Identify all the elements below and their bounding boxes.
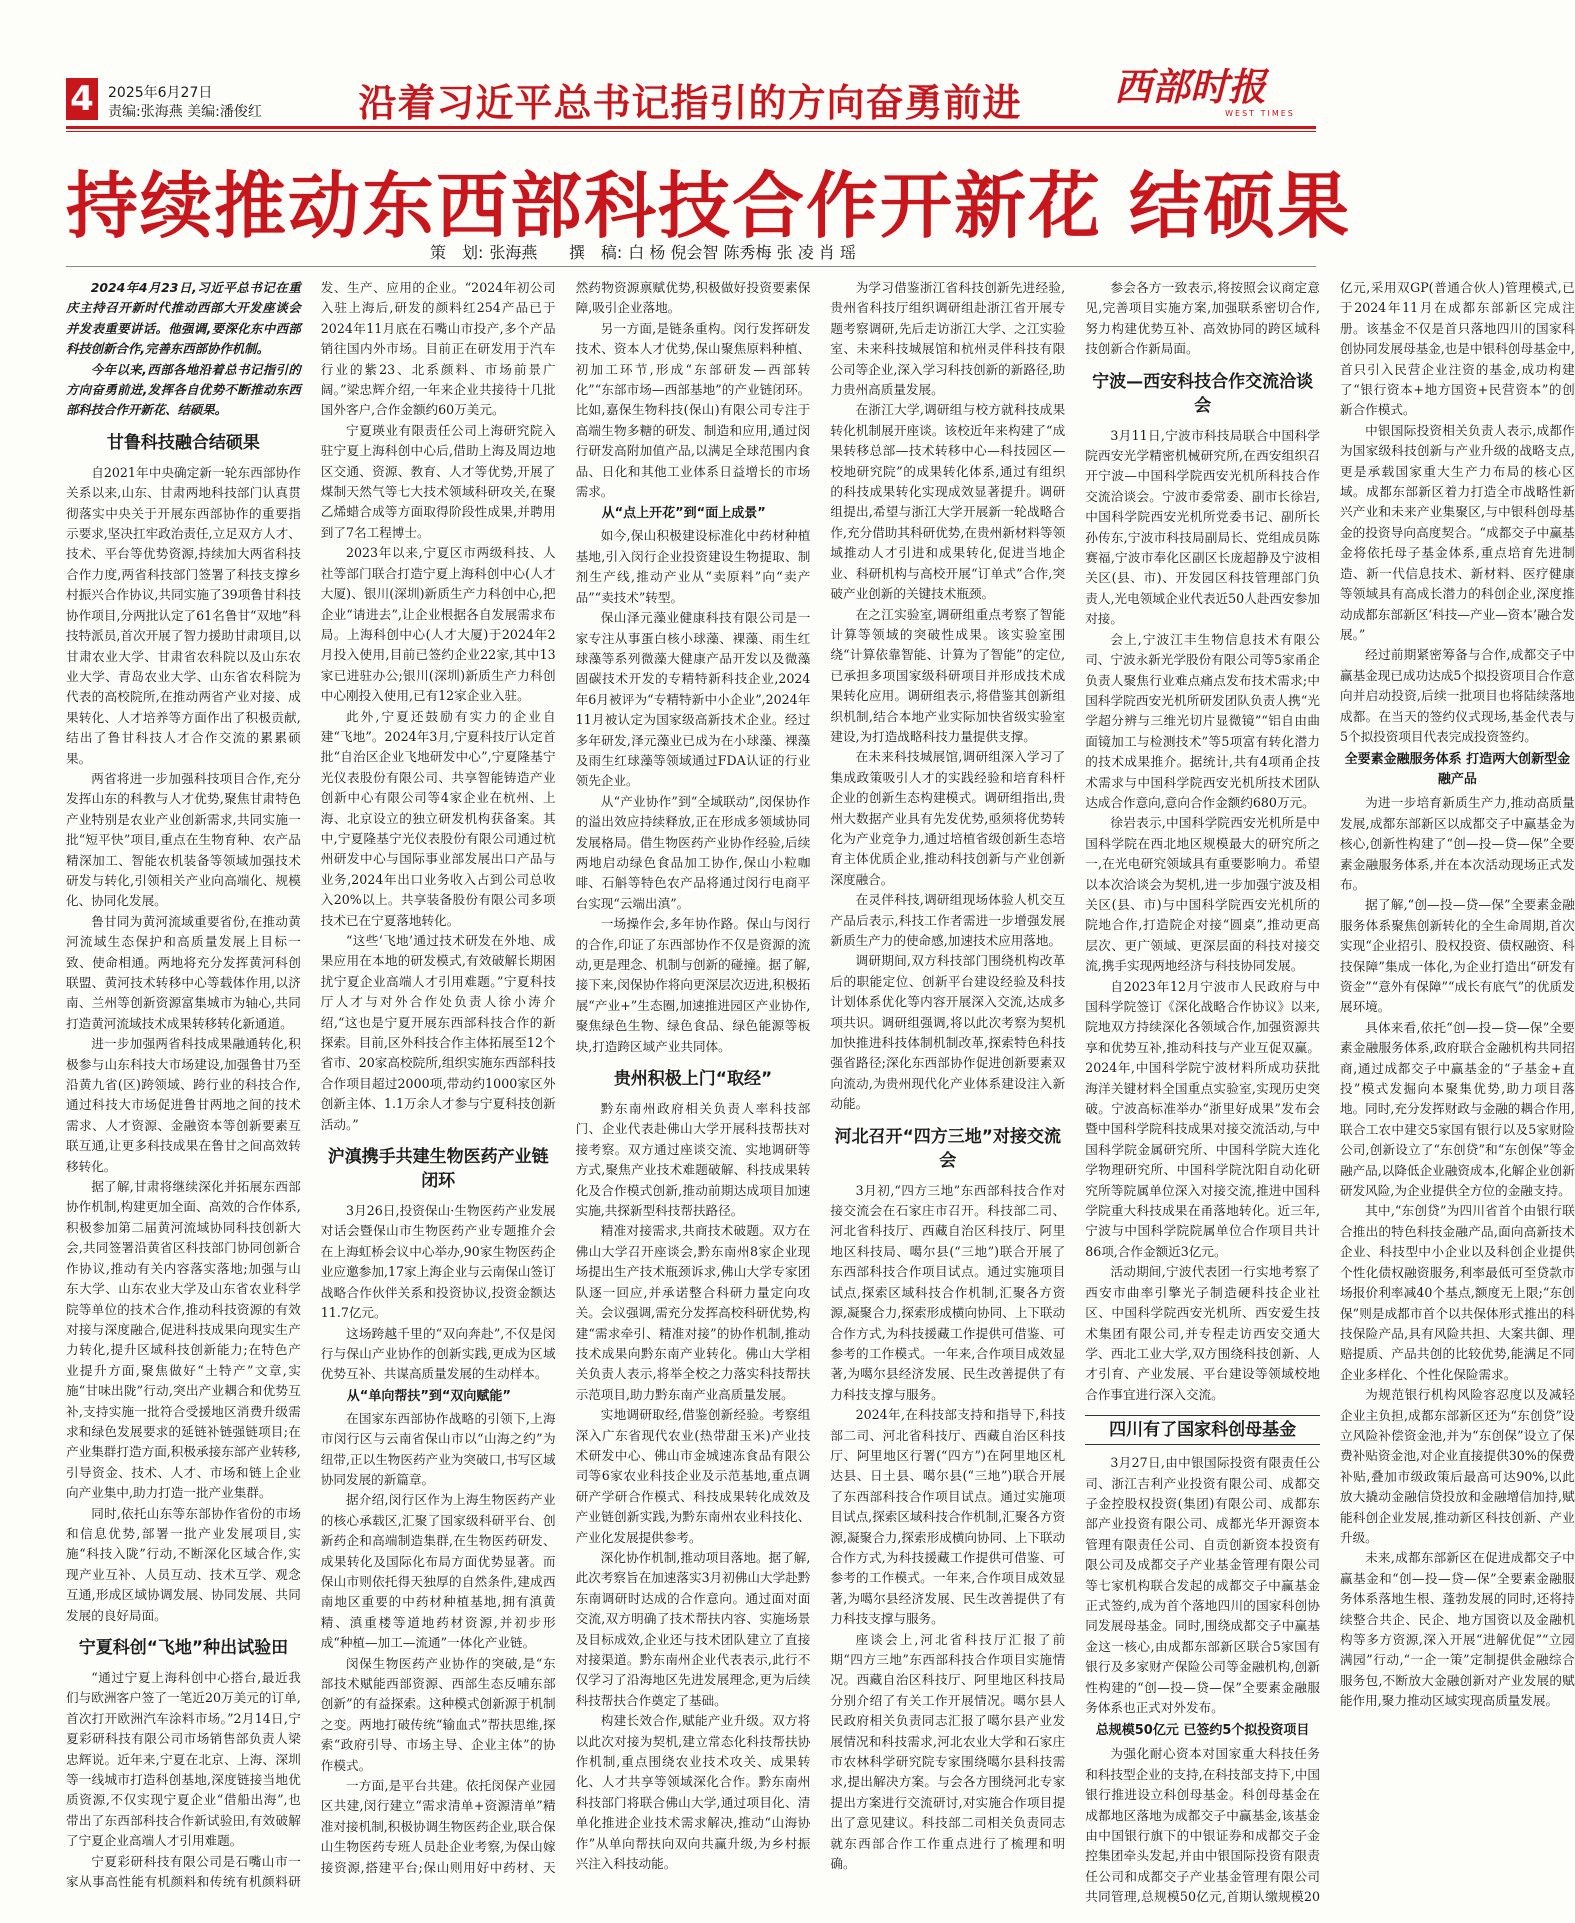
section-title: 宁波—西安科技合作交流洽谈会 [1092, 371, 1314, 416]
byline-plan-label: 策 划: [430, 243, 484, 262]
paragraph: 在浙江大学,调研组与校方就科技成果转化机制展开座谈。该校近年来构建了“成果转移总部—技术转移中心—科技园区—校地研究院”的成果转化体系,通过有组织的科技成果转化实现成效显著提升。调研组提出,希望与浙江大学开展新一轮战略合作,充分借助其科研优势,在贵州新材料等领域推动人才引进和成果转化,促进当地企业、科研机构与高校开展“订单式”合作,突破产业创新的关键技术瓶颈。 [830, 402, 1066, 602]
paragraph: 据了解,甘肃将继续深化并拓展东西部协作机制,构建更加全面、高效的合作体系,积极参加第二届黄河流域协同科技创新大会,共同签署沿黄省区科技部门协同创新合作协议,推动有关内容落实落地;加强与山东大学、山东农业大学及山东省农业科学院等单位的技术合作,推动科技资源的有效对接与深度融合,促进科技成果向现实生产力转化,提升区域科技创新能力;在特色产业提升方面,聚焦做好“土特产”文章,实施“甘味出陇”行动,突出产业耦合和优势互补,支持实施一批符合受援地区消费升级需求和绿色发展要求的延链补链强链项目;在产业集群打造方面,积极承接东部产业转移,引导资金、技术、人才、市场和链上企业向产业集中,助力打造一批产业集群。 [66, 1179, 301, 1501]
main-headline: 持续推动东西部科技合作开新花 结硕果 [66, 164, 1352, 248]
issue-date: 2025年6月27日 [108, 85, 213, 101]
paragraph: 2023年以来,宁夏区市两级科技、人社等部门联合打造宁夏上海科创中心(人才大厦)、银川(深圳)新质生产力科创中心,把企业“请进去”,让企业根据各自发展需求布局。上海科创中心(人才大厦)于2024年2月投入使用,目前已签约企业22家,其中13家已进驻办公;银川(深圳)新质生产力科创中心刚投入使用,已有12家企业入驻。 [320, 545, 556, 704]
header-rule [66, 126, 1316, 129]
paragraph: 鲁甘同为黄河流域重要省份,在推动黄河流域生态保护和高质量发展上目标一致、使命相通。两地将充分发挥黄河科创联盟、黄河技术转移中心等载体作用,以济南、兰州等创新资源富集城市为轴心,共同打造黄河流域技术成果转移转化新通道。 [66, 913, 301, 1031]
paragraph: 精准对接需求,共商技术破题。双方在佛山大学召开座谈会,黔东南州8家企业现场提出生产技术瓶颈诉求,佛山大学专家团队逐一回应,并承诺整合科研力量定向攻关。会议强调,需充分发挥高校科研优势,构建“需求牵引、精准对接”的协作机制,推动技术成果向黔东南产业转化。佛山大学相关负责人表示,将举全校之力落实科技帮扶示范项目,助力黔东南产业高质量发展。 [575, 1223, 811, 1402]
subheading: 从“单向帮扶”到“双向赋能” [346, 1388, 511, 1404]
paragraph: 3月初,“四方三地”东西部科技合作对接交流会在石家庄市召开。科技部二司、河北省科技厅、西藏自治区科技厅、阿里地区科技局、噶尔县(“三地”)联合开展了东西部科技合作项目试点。通过实施项目试点,探索区域科技合作机制,汇聚各方资源,凝聚合力,探索形成横向协同、上下联动合作方式,为科技援藏工作提供可借鉴、可参考的工作模式。一年来,合作项目成效显著,为噶尔县经济发展、民生改善提供了有力科技支撑与服务。 [830, 1182, 1066, 1402]
paragraph: 在国家东西部协作战略的引领下,上海市闵行区与云南省保山市以“山海之约”为纽带,正以生物医药产业为突破口,书写区域协同发展的新篇章。 [320, 1410, 556, 1487]
paragraph: 在之江实验室,调研组重点考察了智能计算等领域的突破性成果。该实验室围绕“计算依靠智能、计算为了智能”的定位,已承担多项国家级科研项目并形成技术成果转化应用。调研组表示,将借鉴其创新组织机制,结合本地产业实际加快省级实验室建设,为打造战略科技力量提供支撑。 [830, 606, 1066, 744]
logo-subtitle: WEST TIMES [1225, 109, 1295, 118]
paragraph: 3月11日,宁波市科技局联合中国科学院西安光学精密机械研究所,在西安组织召开宁波—中国科学院西安光机所科技合作交流洽谈会。宁波市委常委、副市长徐岩,中国科学院西安光机所党委书记、副所长孙传东,宁波市科技局副局长、党组成员陈赛福,宁波市奉化区副区长庞超静及宁波相关区(县、市)、开发园区科技管理部门负责人,光电领域企业代表近50人赴西安参加对接。 [1085, 427, 1320, 627]
byline-write-names: 白 杨 倪会智 陈秀梅 张 凌 肖 瑶 [628, 243, 856, 262]
paragraph: 这场跨越千里的“双向奔赴”,不仅是闵行与保山产业协作的创新实践,更成为区域优势互补、共谋高质量发展的生动样本。 [320, 1325, 556, 1382]
paragraph: 实地调研取经,借鉴创新经验。考察组深入广东省现代农业(热带甜玉米)产业技术研发中心、佛山市金城速冻食品有限公司等6家农业科技企业及示范基地,重点调研产学研合作模式、科技成果转化成效及产业链创新实践,为黔东南州农业科技化、产业化发展提供参考。 [575, 1407, 811, 1545]
paragraph: 未来,成都东部新区在促进成都交子中赢基金和“创—投—贷—保”全要素金融服务体系落地生根、蓬勃发展的同时,还将持续整合共企、民企、地方国资以及金融机构等多方资源,深入开展“进解优促”“立园满园”行动,“一企一策”定制提供金融综合服务包,不断放大金融创新对产业发展的赋能作用,聚力推动区域实现高质量发展。 [1339, 1550, 1575, 1709]
paragraph: 为强化耐心资本对国家重大科技任务和科技型企业的支持,在科技部支持下,中国银行推进设立科创母基金。科创母基金在成都地区落地为成都交子中赢基金,该基金由中国银行旗下的中银证券和成都交子金控集团牵头发起,并由中银国际投资有限责任公司和成都交子产业基金管理有限公司共同管理,总规模50亿元,首期认缴规模20亿元,采用双GP(普通合伙人)管理模式,已于2024年11月在成都东部新区完成注册。该基金不仅是首只落地四川的国家科创协同发展母基金,也是中银科创母基金中,首只引入民营企业注资的基金,成功构建了“银行资本+地方国资+民营资本”的创新合作模式。 [1085, 280, 1575, 1905]
paragraph: 其中,“东创贷”为四川省首个由银行联合推出的特色科技金融产品,面向高新技术企业、科技型中小企业以及科创企业提供个性化债权融资服务,利率最低可至贷款市场报价利率减40个基点,额度无上限;“东创保”则是成都市首个以共保体形式推出的科技保险产品,具有风险共担、大案共御、理赔提质、产品共创的比较优势,能满足不同企业多样化、个性化保险需求。 [1339, 1203, 1575, 1382]
paragraph: 据了解,“创—投—贷—保”全要素金融服务体系聚焦创新转化的全生命周期,首次实现“企业招引、股权投资、债权融资、科技保障”集成一体化,为企业打造出“研发有资金”“意外有保障”“成长有底气”的优质发展环境。 [1339, 897, 1575, 1015]
byline-write-label: 撰 稿: [568, 243, 623, 262]
paragraph: 具体来看,依托“创—投—贷—保”全要素金融服务体系,政府联合金融机构共同招商,通过成都交子中赢基金的“子基金+直投”模式发掘向本聚集优势,助力项目落地。同时,充分发挥财政与金融的耦合作用,联合工农中建交5家国有银行以及5家财险公司,创新设立了“东创贷”和“东创保”等金融产品,以降低企业融资成本,化解企业创新研发风险,为企业提供全方位的金融支持。 [1339, 1019, 1575, 1199]
byline-rule [66, 266, 1316, 267]
paragraph: 3月26日,投资保山·生物医药产业发展对话会暨保山市生物医药产业专题推介会在上海虹桥会议中心举办,90家生物医药企业应邀参加,17家上海企业与云南保山签订战略合作伙伴关系和投资协议,投资金额达11.7亿元。 [320, 1203, 556, 1321]
paragraph: 徐岩表示,中国科学院西安光机所是中国科学院在西北地区规模最大的研究所之一,在光电研究领域具有重要影响力。希望以本次洽谈会为契机,进一步加强宁波及相关区(县、市)与中国科学院西安光机所的院地合作,打造院企对接“圆桌”,推动更高层次、更广领域、更深层面的科技对接交流,携手实现两地经济与科技协同发展。 [1085, 815, 1320, 974]
paragraph: 此外,宁夏还鼓励有实力的企业自建“飞地”。2024年3月,宁夏科技厅认定首批“自治区企业飞地研发中心”,宁夏隆基宁光仪表股份有限公司、共享智能铸造产业创新中心有限公司等4家企业在杭州、上海、北京设立的独立研发机构获备案。其中,宁夏隆基宁光仪表股份有限公司通过杭州研发中心与国际事业部发展出口产品与业务,2024年出口业务收入占到公司总收入20%以上。共享装备股份有限公司多项技术已在宁夏落地转化。 [320, 708, 556, 928]
logo-title: 西部时报 [1113, 64, 1267, 109]
byline [430, 240, 1310, 263]
paragraph: 从“产业协作”到“全域联动”,闵保协作的溢出效应持续释放,正在形成多领域协同发展格局。借生物医药产业协作经验,后续两地启动绿色食品加工协作,保山小粒咖啡、石斛等特色农产品将通过闵行电商平台实现“云端出滇”。 [575, 793, 811, 911]
paragraph: 黔东南州政府相关负责人率科技部门、企业代表赴佛山大学开展科技帮扶对接考察。双方通过座谈交流、实地调研等方式,聚焦产业技术难题破解、科技成果转化及合作模式创新,推动前期达成项目加速实施,共探新型科技帮扶路径。 [575, 1101, 811, 1219]
paragraph: “这些‘飞地’通过技术研发在外地、成果应用在本地的研发模式,有效破解长期困扰宁夏企业高端人才引用难题。”宁夏科技厅人才与对外合作处负责人徐小涛介绍,“这也是宁夏开展东西部科技合作的新探索。目前,区外科技合作主体拓展至12个省市、20家高校院所,组织实施东西部科技合作项目超过2000项,带动约1000家区外创新主体、1.1万余人才参与宁夏科技创新活动。” [320, 933, 556, 1132]
paragraph: 两省将进一步加强科技项目合作,充分发挥山东的科教与人才优势,聚焦甘肃特色产业特别是农业产业创新需求,共同实施一批“短平快”项目,重点在生物育种、农产品精深加工、智能农机装备等领域加强技术研发与转化,引领相关产业向高端化、规模化、协同化发展。 [66, 770, 301, 909]
paragraph: 3月27日,由中银国际投资有限责任公司、浙江吉利产业投资有限公司、成都交子金控股权投资(集团)有限公司、成都东部产业投资有限公司、成都光华开源资本管理有限责任公司、自贡创新资本投资有限公司及成都交子产业基金管理有限公司等七家机构联合发起的成都交子中赢基金正式签约,成为首个落地四川的国家科创协同发展母基金。同时,围绕成都交子中赢基金这一核心,由成都东部新区联合5家国有银行及多家财产保险公司等金融机构,创新性构建的“创—投—贷—保”全要素金融服务体系也正式对外发布。 [1085, 1455, 1320, 1715]
paragraph: 进一步加强两省科技成果融通转化,积极参与山东科技大市场建设,加强鲁甘乃至沿黄九省(区)跨领域、跨行业的科技合作,通过科技大市场促进鲁甘两地之间的技术需求、人才资源、金融资本等创新要素互联互通,让更多科技成果在鲁甘之间高效转移转化。 [66, 1036, 301, 1174]
paragraph: “通过宁夏上海科创中心搭台,最近我们与欧洲客户签了一笔近20万美元的订单,首次打开欧洲汽车涂料市场。”2月14日,宁夏彩研科技有限公司市场销售部负责人梁忠辉说。近年来,宁夏在北京、上海、深圳等一线城市打造科创基地,深度链接当地优质资源,不仅实现宁夏企业“借船出海”,也带出了东西部科技合作新试验田,有效破解了宁夏企业高端人才引用难题。 [66, 1670, 301, 1849]
paragraph: 闵保生物医药产业协作的突破,是“东部技术赋能西部资源、西部生态反哺东部创新”的有益探索。这种模式创新源于机制之变。两地打破传统“输血式”帮扶思维,探索“政府引导、市场主导、企业主体”的协作模式。 [320, 1655, 556, 1773]
paragraph: 为学习借鉴浙江省科技创新先进经验,贵州省科技厅组织调研组赴浙江省开展专题考察调研,先后走访浙江大学、之江实验室、未来科技城展馆和杭州灵伴科技有限公司等企业,深入学习科技创新的新路径,助力贵州高质量发展。 [830, 280, 1066, 398]
section-title: 河北召开“四方三地”对接交流会 [834, 1126, 1061, 1171]
paragraph: 会上,宁波江丰生物信息技术有限公司、宁波永新光学股份有限公司等5家甬企负责人聚焦行业难点痛点发布技术需求;中国科学院西安光机所研发团队负责人携“光学超分辨与三维光切片显微镜”“铝自由曲面镜加工与检测技术”等5项富有转化潜力的技术成果推介。据统计,共有4项甬企技术需求与中国科学院西安光机所技术团队达成合作意向,意向合作金额约680万元。 [1085, 631, 1320, 810]
section-title: 甘鲁科技融合结硕果 [106, 432, 260, 453]
section-title: 宁夏科创“飞地”种出试验田 [78, 1638, 289, 1658]
section-title: 沪滇携手共建生物医药产业链闭环 [327, 1147, 549, 1192]
paragraph: 经过前期紧密筹备与合作,成都交子中赢基金现已成功达成5个拟投资项目合作意向并启动投资,后续一批项目也将陆续落地成都。在当天的签约仪式现场,基金代表与5个拟投资项目代表完成投资签约。 [1339, 647, 1575, 744]
lead-paragraph: 今年以来,西部各地沿着总书记指引的方向奋勇前进,发挥各自优势不断推动东西部科技合作开新花、结硕果。 [66, 361, 301, 418]
section-title: 四川有了国家科创母基金 [1085, 1415, 1320, 1445]
subheading: 从“点上开花”到“面上成景” [601, 506, 766, 522]
paragraph: 宁夏彩研科技有限公司是石嘴山市一家从事高性能有机颜料和传统有机颜料研发、生产、应用的企业。“2024年初公司入驻上海后,研发的颜料红254产品已于2024年11月底在石嘴山市投产,多个产品销往国内外市场。目前正在研发用于汽车行业的紫23、北系颜料、市场前景广阔。”梁忠辉介绍,一年来企业共接待十几批国外客户,合作金额约60万美元。 [66, 280, 556, 1890]
newspaper-logo [1060, 62, 1320, 120]
paragraph: 活动期间,宁波代表团一行实地考察了西安市曲率引擎光子制造硬科技企业社区、中国科学院西安光机所、西安爱生技术集团有限公司,并专程走访西安交通大学、西北工业大学,双方围绕科技创新、人才引育、产业发展、平台建设等领域校地合作事宜进行深入交流。 [1085, 1264, 1320, 1402]
paragraph: 2024年,在科技部支持和指导下,科技部二司、河北省科技厅、西藏自治区科技厅、阿里地区行署(“四方”)在阿里地区札达县、日土县、噶尔县(“三地”)联合开展了东西部科技合作项目试点。通过实施项目试点,探索区域科技合作机制,汇聚各方资源,凝聚合力,探索形成横向协同、上下联动合作方式,为科技援藏工作提供可借鉴、可参考的工作模式。一年来,合作项目成效显著,为噶尔县经济发展、民生改善提供了有力科技支撑与服务。 [830, 1407, 1066, 1627]
editors-line: 责编:张海燕 美编:潘俊红 [108, 104, 262, 120]
paragraph: 中银国际投资相关负责人表示,成都作为国家级科技创新与产业升级的战略支点,更是承载国家重大生产力布局的核心区域。成都东部新区着力打造全市战略性新兴产业和未来产业集聚区,与中银科创母基金的投资导向高度契合。“成都交子中赢基金将依托母子基金体系,重点培育先进制造、新一代信息技术、新材料、医疗健康等领域具有高成长潜力的科创企业,深度推动成都东部新区‘科技—产业—资本’融合发展。” [1339, 422, 1575, 642]
paragraph: 一场操作会,多年协作路。保山与闵行的合作,印证了东西部协作不仅是资源的流动,更是理念、机制与创新的碰撞。据了解,接下来,闵保协作将向更深层次迈进,积极拓展“产业+”生态圈,加速推进园区产业协作,聚焦绿色生物、绿色食品、绿色能源等板块,打造跨区域产业共同体。 [575, 916, 811, 1054]
paragraph: 构建长效合作,赋能产业升级。双方将以此次对接为契机,建立常态化科技帮扶协作机制,重点围绕农业技术攻关、成果转化、人才共享等领域深化合作。黔东南州科技部门将联合佛山大学,通过项目化、清单化推进企业技术需求解决,推动“山海协作”从单向帮扶向双向共赢升级,为乡村振兴注入科技动能。 [575, 1713, 811, 1872]
paragraph: 同时,依托山东等东部协作省份的市场和信息优势,部署一批产业发展项目,实施“科技入陇”行动,不断深化区域合作,实现产业互补、人员互动、技术互学、观念互通,形成区域协调发展、协同发展、共同发展的良好局面。 [66, 1505, 301, 1623]
subheading: 总规模50亿元 已签约5个拟投资项目 [1095, 1723, 1310, 1739]
paragraph: 在未来科技城展馆,调研组深入学习了集成政策吸引人才的实践经验和培育科杆企业的创新生态构建模式。调研组指出,贵州大数据产业具有先发优势,亟须将优势转化为产业竞争力,通过培植省级创新生态培育主体优质企业,推动科技创新与产业创新深度融合。 [830, 749, 1066, 887]
paragraph: 在灵伴科技,调研组现场体验人机交互产品后表示,科技工作者需进一步增强发展新质生产力的使命感,加速技术应用落地。 [830, 892, 1066, 948]
paragraph: 保山泽元藻业健康科技有限公司是一家专注从事蛋白核小球藻、裸藻、雨生红球藻等系列微藻大健康产品开发以及微藻固碳技术开发的专精特新科技企业,2024年6月被评为“专精特新中小企业”,2024年11月被认定为国家级高新技术企业。经过多年研发,泽元藻业已成为在小球藻、裸藻及雨生红球藻等领域通过FDA认证的行业领先企业。 [575, 610, 811, 789]
byline-plan-name: 张海燕 [489, 243, 538, 262]
lead-paragraph: 2024年4月23日,习近平总书记在重庆主持召开新时代推动西部大开发座谈会并发表重要讲话。他强调,要深化东中西部科技创新合作,完善东西部协作机制。 [66, 280, 301, 357]
paragraph: 座谈会上,河北省科技厅汇报了前期“四方三地”东西部科技合作项目实施情况。西藏自治区科技厅、阿里地区科技局分别介绍了有关工作开展情况。噶尔县人民政府相关负责同志汇报了噶尔县产业发展情况和科技需求,河北农业大学和石家庄市农林科学研究院专家围绕噶尔县科技需求,提出解决方案。与会各方围绕河北专家提出方案进行交流研讨,对实施合作项目提出了意见建议。科技部二司相关负责同志就东西部合作工作重点进行了梳理和明确。 [830, 1631, 1066, 1872]
paragraph: 深化协作机制,推动项目落地。据了解,此次考察旨在加速落实3月初佛山大学赴黔东南调研时达成的合作意向。通过面对面交流,双方明确了技术帮扶内容、实施场景及目标成效,企业还与技术团队建立了直接对接渠道。黔东南州企业代表表示,此行不仅学习了沿海地区先进发展理念,更为后续科技帮扶合作奠定了基础。 [575, 1549, 811, 1708]
paragraph: 自2021年中央确定新一轮东西部协作关系以来,山东、甘肃两地科技部门认真贯彻落实中央关于开展东西部协作的重要指示要求,坚决扛牢政治责任,立足双方人才、技术、平台等优势资源,持续加大两省科技合作力度,两省科技部门签署了科技支撑乡村振兴合作协议,共同实施了39项鲁甘科技协作项目,分两批认定了61名鲁甘“双地”科技特派员,首次开展了智力援助甘肃项目,以甘肃农业大学、甘肃省农科院以及山东农业大学、青岛农业大学、山东省农科院为代表的高校院所,在推动两省产业对接、成果转化、人才培养等方面作出了积极贡献,结出了鲁甘科技人才合作交流的累累硕果。 [66, 464, 301, 766]
paragraph: 自2023年12月宁波市人民政府与中国科学院签订《深化战略合作协议》以来,院地双方持续深化各领域合作,加强资源共享和优势互补,推动科技与产业互促双赢。2024年,中国科学院宁波材料所成功获批海洋关键材料全国重点实验室,实现历史突破。宁波高标准举办“浙里好成果”发布会暨中国科学院科技成果对接交流活动,与中国科学院金属研究所、中国科学院大连化学物理研究所、中国科学院沈阳自动化研究所等院属单位深入对接交流,推进中国科学院重大科技成果在甬落地转化。近三年,宁波与中国科学院院属单位合作项目共计86项,合作金额近3亿元。 [1085, 978, 1320, 1259]
paragraph: 为规范银行机构风险容忍度以及减轻企业主负担,成都东部新区还为“东创贷”设立风险补偿资金池,并为“东创保”设立了保费补贴资金池,对企业直接提供30%的保费补贴,叠加市级政策后最高可达90%,以此放大撬动金融信贷投放和金融增信加持,赋能科创企业发展,推动新区科技创新、产业升级。 [1339, 1387, 1575, 1545]
page-number: 4 [66, 78, 98, 120]
paragraph: 如今,保山积极建设标准化中药材种植基地,引入闵行企业投资建设生物提取、制剂生产线,推动产业从“卖原料”向“卖产品”“卖技术”转型。 [575, 528, 811, 605]
paragraph: 据介绍,闵行区作为上海生物医药产业的核心承载区,汇聚了国家级科研平台、创新药企和高端制造集群,在生物医药研发、成果转化及国际化布局方面优势显著。而保山市则依托得天独厚的自然条件,建成西南地区重要的中药材种植基地,拥有滇黄精、滇重楼等道地药材资源,并初步形成“种植—加工—流通”一体化产业链。 [320, 1492, 556, 1651]
paragraph: 宁夏瑛业有限责任公司上海研究院入驻宁夏上海科创中心后,借助上海及周边地区交通、资源、教育、人才等优势,开展了煤制天然气等七大技术领域科研攻关,在聚乙烯蜡合成等方面取得阶段性成果,并聘用到了7名工程博士。 [320, 422, 556, 540]
paragraph: 调研期间,双方科技部门围绕机构改革后的职能定位、创新平台建设经验及科技计划体系优化等内容开展深入交流,达成多项共识。调研组强调,将以此次考察为契机加快推进科技体制机制改革,探索特色科技强省路径;深化东西部协作促进创新要素双向流动,为贵州现代化产业体系建设注入新动能。 [830, 953, 1066, 1112]
paragraph: 为进一步培育新质生产力,推动高质量发展,成都东部新区以成都交子中赢基金为核心,创新性构建了“创—投—贷—保”全要素金融服务体系,并在本次活动现场正式发布。 [1339, 795, 1575, 892]
paragraph: 另一方面,是链条重构。闵行发挥研发技术、资本人才优势,保山聚焦原料种植、初加工环节,形成“东部研发—西部转化”“东部市场—西部基地”的产业链闭环。比如,嘉保生物科技(保山)有限公司专注于高端生物多糖的研发、制造和应用,通过闵行研发高附加值产品,以满足全球范围内食品、日化和其他工业体系日益增长的市场需求。 [575, 320, 811, 500]
subheading: 全要素金融服务体系 打造两大创新型金融产品 [1344, 752, 1571, 788]
article-body [66, 278, 1575, 1908]
paragraph: 一方面,是平台共建。依托闵保产业园区共建,闵行建立“需求清单+资源清单”精准对接机制,积极协调生物医药企业,联合保山生物医药专班人员赴企业考察,为保山嫁接资源,搭建平台;保山则用好中药材、天然药物资源禀赋优势,积极做好投资要素保障,吸引企业落地。 [320, 280, 811, 1875]
section-title: 贵州积极上门“取经” [613, 1069, 773, 1090]
header-rule-thin [66, 131, 1316, 132]
page-slogan: 沿着习近平总书记指引的方向奋勇前进 [358, 81, 1022, 125]
paragraph: 参会各方一致表示,将按照会议商定意见,完善项目实施方案,加强联系密切合作,努力构建优势互补、高效协同的跨区域科技创新合作新局面。 [1085, 280, 1320, 357]
